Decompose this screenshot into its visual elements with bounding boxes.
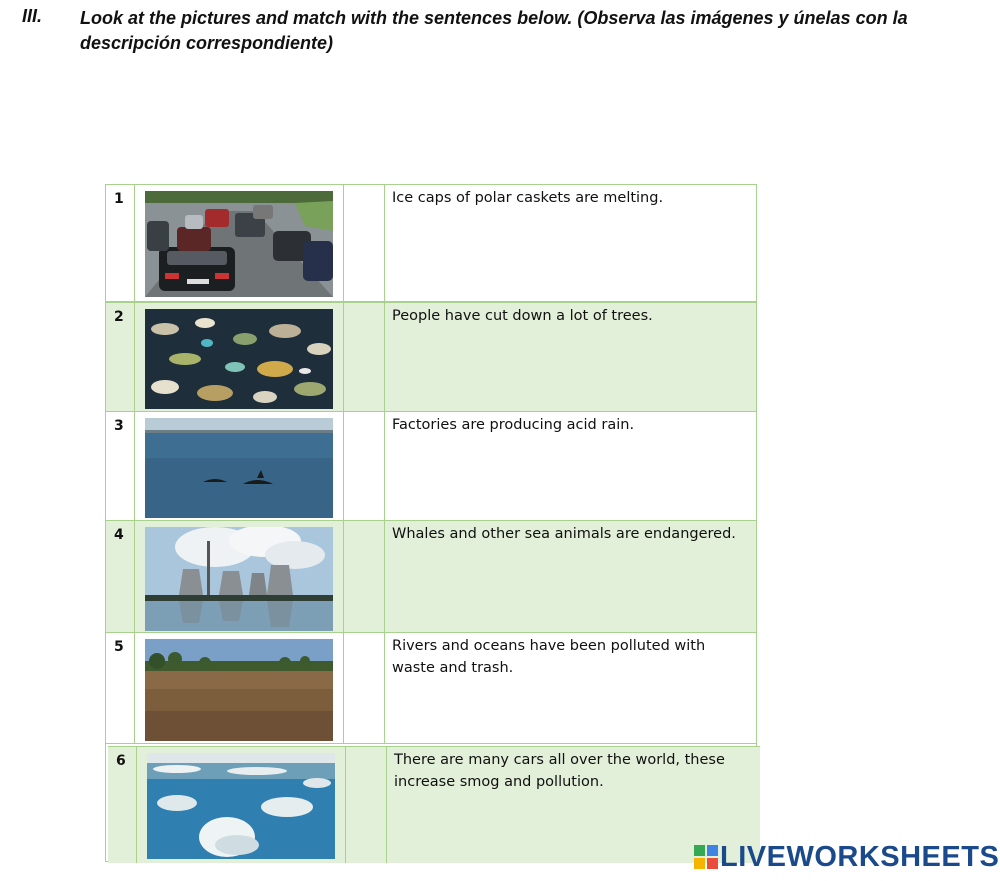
liveworksheets-logo-icon	[694, 845, 718, 869]
melting-ice-photo	[147, 753, 335, 859]
table-row	[108, 746, 760, 863]
instructions-heading: Look at the pictures and match with the sentences below. (Observa las imágenes y únelas con la descripción correspondiente)	[80, 8, 908, 53]
liveworksheets-logo	[694, 842, 999, 872]
row-number: 3	[106, 412, 135, 520]
sentence-text: Rivers and oceans have been polluted with waste and trash.	[392, 638, 706, 676]
row-number: 6	[108, 747, 137, 863]
answer-cell[interactable]	[345, 747, 387, 863]
sentence-text: There are many cars all over the world, these increase smog and pollution.	[394, 752, 725, 790]
answer-cell[interactable]	[343, 185, 385, 301]
picture-cell	[135, 412, 344, 520]
picture-cell	[135, 633, 344, 743]
polluted-water-trash-photo	[145, 309, 333, 409]
sentence-text: Factories are producing acid rain.	[392, 417, 635, 433]
heading-number: III.	[22, 6, 43, 26]
answer-cell[interactable]	[343, 303, 385, 411]
row-number: 4	[106, 521, 135, 632]
table-row	[106, 185, 756, 303]
picture-cell	[137, 747, 346, 863]
row-number: 5	[106, 633, 135, 743]
row-number: 2	[106, 303, 135, 411]
row-number: 1	[106, 185, 135, 301]
sentence-text: Ice caps of polar caskets are melting.	[392, 190, 664, 206]
deforested-land-photo	[145, 639, 333, 741]
answer-cell[interactable]	[343, 412, 385, 520]
picture-cell	[135, 185, 344, 301]
logo-text: LIVEWORKSHEETS	[720, 840, 1000, 873]
table-row	[106, 521, 756, 633]
answer-cell[interactable]	[343, 521, 385, 632]
factory-cooling-towers-photo	[145, 527, 333, 631]
traffic-jam-photo	[145, 191, 333, 297]
sentence-text: Whales and other sea animals are endangered.	[392, 526, 736, 542]
sentence-text: People have cut down a lot of trees.	[392, 308, 653, 324]
picture-cell	[135, 521, 344, 632]
picture-cell	[135, 303, 344, 411]
table-row	[106, 412, 756, 521]
table-row	[106, 303, 756, 412]
whales-in-sea-photo	[145, 418, 333, 518]
table-row	[106, 633, 756, 744]
answer-cell[interactable]	[343, 633, 385, 743]
